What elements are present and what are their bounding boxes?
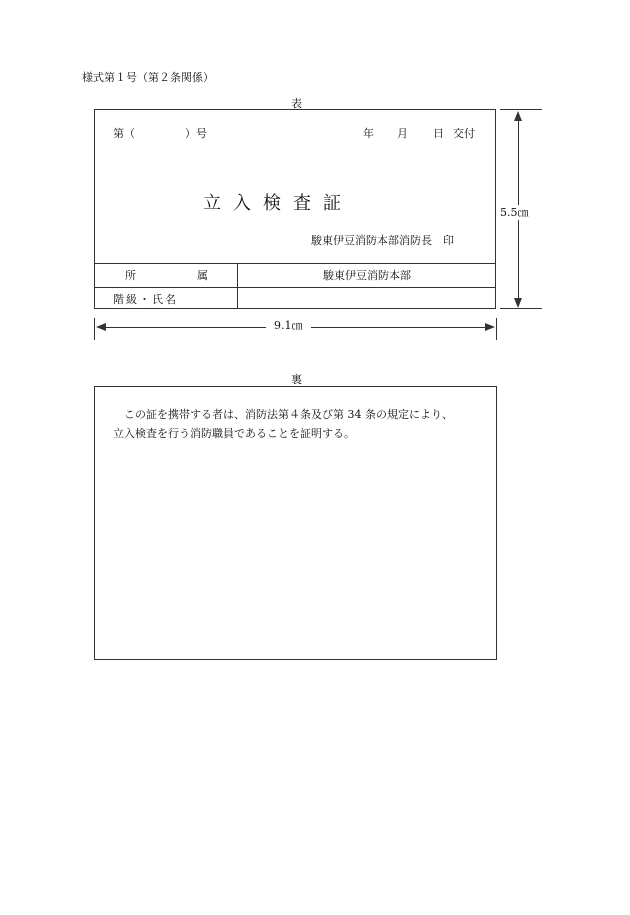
arrow-up-icon [514,111,522,121]
card-title: 立入検査証 [203,193,353,214]
row-divider [95,287,495,288]
height-dimension-tick-bottom [500,308,542,309]
issue-date-day: 日 [433,127,444,140]
issue-date-month: 月 [397,127,408,140]
arrow-right-icon [485,323,495,331]
height-dimension-label: 5.5㎝ [500,206,529,219]
row-divider [95,263,495,264]
arrow-left-icon [96,323,106,331]
certification-line-1: この証を携帯する者は、消防法第４条及び第 34 条の規定により、 [124,408,453,421]
issue-date-issued: 交付 [453,127,475,140]
certificate-number-suffix: ）号 [185,127,207,140]
rank-name-label: 階級・氏名 [113,293,178,306]
certification-statement [113,405,453,443]
height-dimension-tick-top [500,109,542,110]
inspection-card-back [94,386,497,660]
affiliation-label-1: 所 [125,269,136,282]
front-side-heading: 表 [291,97,302,110]
affiliation-label-2: 属 [197,269,208,282]
certification-line-2: 立入検査を行う消防職員であることを証明する。 [113,427,355,440]
issue-date-year: 年 [363,127,374,140]
certificate-number-prefix: 第（ [113,127,135,140]
issuer-seal-line: 駿東伊豆消防本部消防長 印 [311,234,454,247]
width-dimension-tick-left [94,318,95,340]
width-dimension-tick-right [496,318,497,340]
back-side-heading: 裏 [291,373,302,386]
arrow-down-icon [514,298,522,308]
inspection-card-front [94,109,496,309]
width-dimension-label: 9.1㎝ [266,320,311,331]
affiliation-value: 駿東伊豆消防本部 [323,269,411,282]
form-number-label: 様式第１号（第２条関係） [82,71,214,84]
